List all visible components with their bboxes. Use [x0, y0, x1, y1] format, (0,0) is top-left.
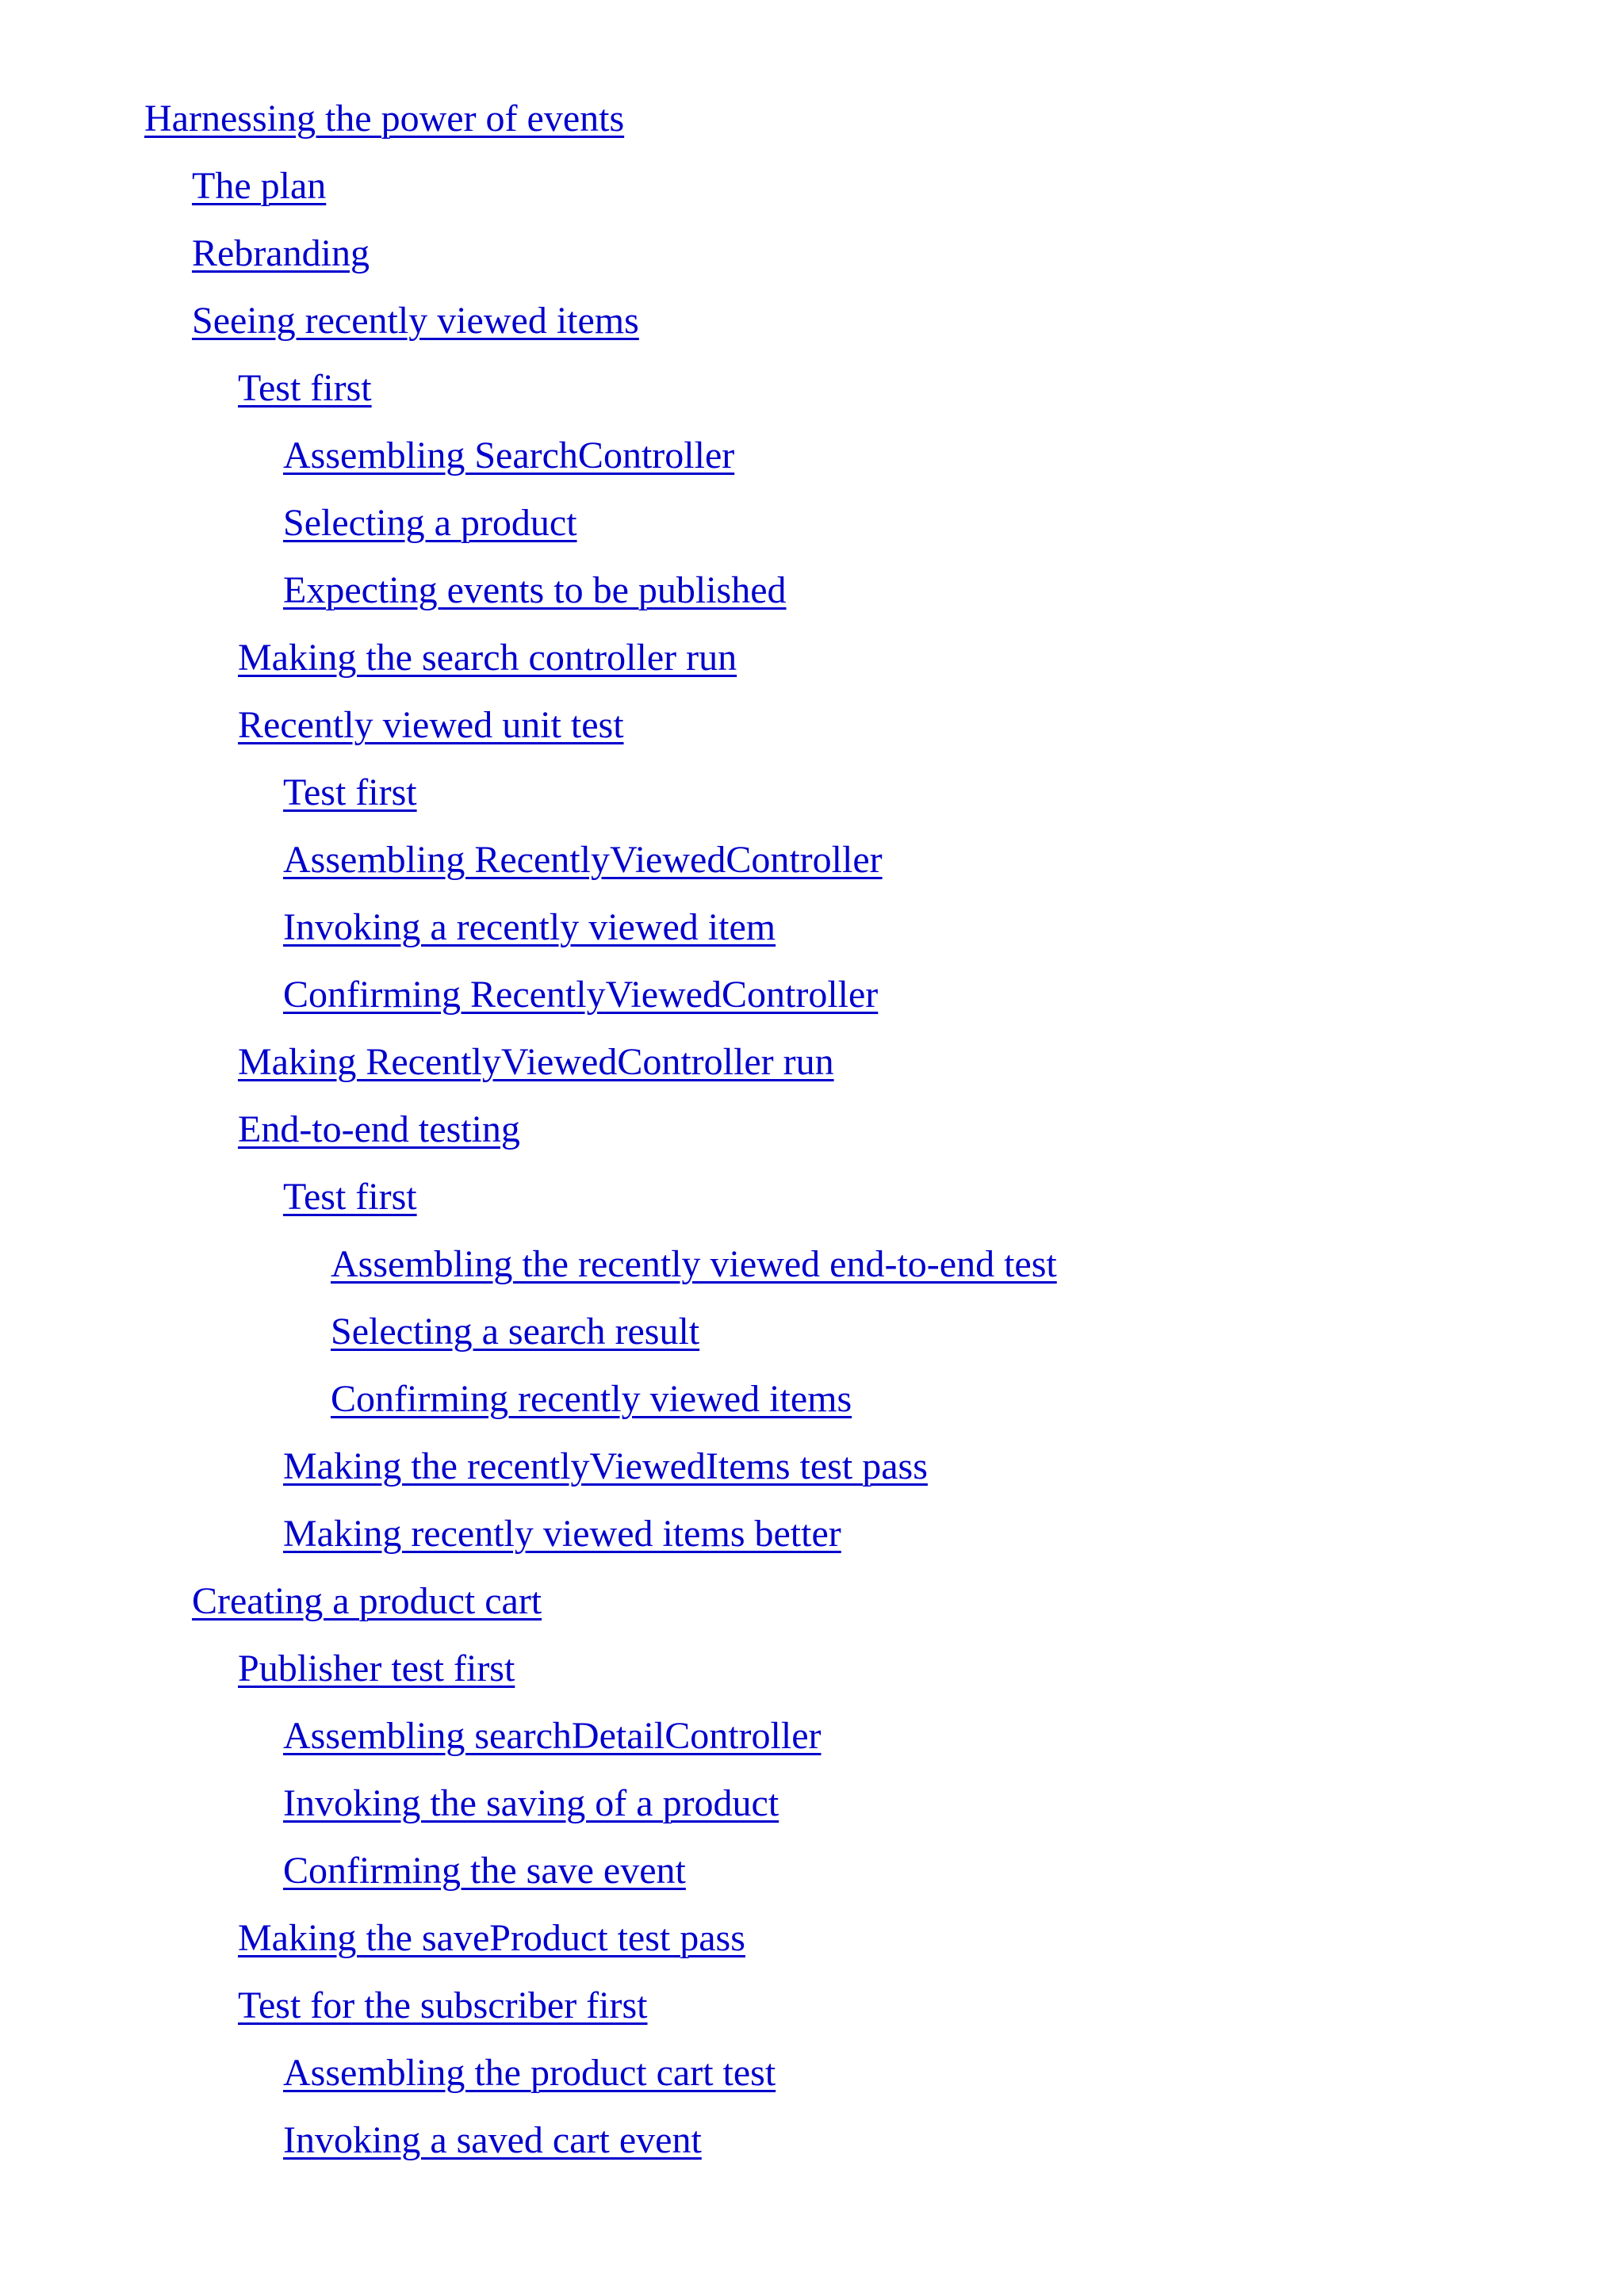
toc-link[interactable]: Seeing recently viewed items [192, 300, 639, 342]
toc-link[interactable]: End-to-end testing [238, 1108, 520, 1150]
toc-link[interactable]: Assembling the recently viewed end-to-end test [331, 1243, 1057, 1285]
toc-link[interactable]: Rebranding [192, 232, 370, 274]
toc-link[interactable]: Test first [283, 1176, 417, 1218]
toc-link[interactable]: The plan [192, 165, 327, 207]
toc-link[interactable]: Making recently viewed items better [283, 1513, 841, 1555]
toc-link[interactable]: Publisher test first [238, 1647, 515, 1689]
toc-link[interactable]: Making the saveProduct test pass [238, 1917, 745, 1959]
toc-link[interactable]: Assembling searchDetailController [283, 1715, 822, 1757]
toc-link[interactable]: Confirming recently viewed items [331, 1378, 852, 1420]
toc-link[interactable]: Assembling the product cart test [283, 2052, 776, 2094]
toc-link[interactable]: Selecting a search result [331, 1311, 700, 1353]
toc-link[interactable]: Confirming the save event [283, 1850, 686, 1892]
toc-link[interactable]: Creating a product cart [192, 1580, 542, 1622]
toc-link[interactable]: Recently viewed unit test [238, 704, 624, 746]
toc-link[interactable]: Making the recentlyViewedItems test pass [283, 1445, 928, 1487]
toc-link[interactable]: Assembling RecentlyViewedController [283, 839, 883, 881]
toc-link[interactable]: Making the search controller run [238, 637, 737, 679]
toc-link[interactable]: Making RecentlyViewedController run [238, 1041, 834, 1083]
toc-link[interactable]: Confirming RecentlyViewedController [283, 974, 879, 1016]
toc-link[interactable]: Invoking a recently viewed item [283, 906, 776, 948]
toc-link[interactable]: Test first [238, 367, 372, 409]
toc-link[interactable]: Test for the subscriber first [238, 1984, 648, 2026]
toc-link[interactable]: Harnessing the power of events [144, 98, 625, 140]
toc-link[interactable]: Selecting a product [283, 502, 577, 544]
toc-link[interactable]: Test first [283, 771, 417, 813]
toc-link[interactable]: Assembling SearchController [283, 434, 735, 476]
toc-link[interactable]: Invoking the saving of a product [283, 1782, 779, 1824]
toc-link[interactable]: Invoking a saved cart event [283, 2119, 702, 2161]
toc-link[interactable]: Expecting events to be published [283, 569, 787, 611]
